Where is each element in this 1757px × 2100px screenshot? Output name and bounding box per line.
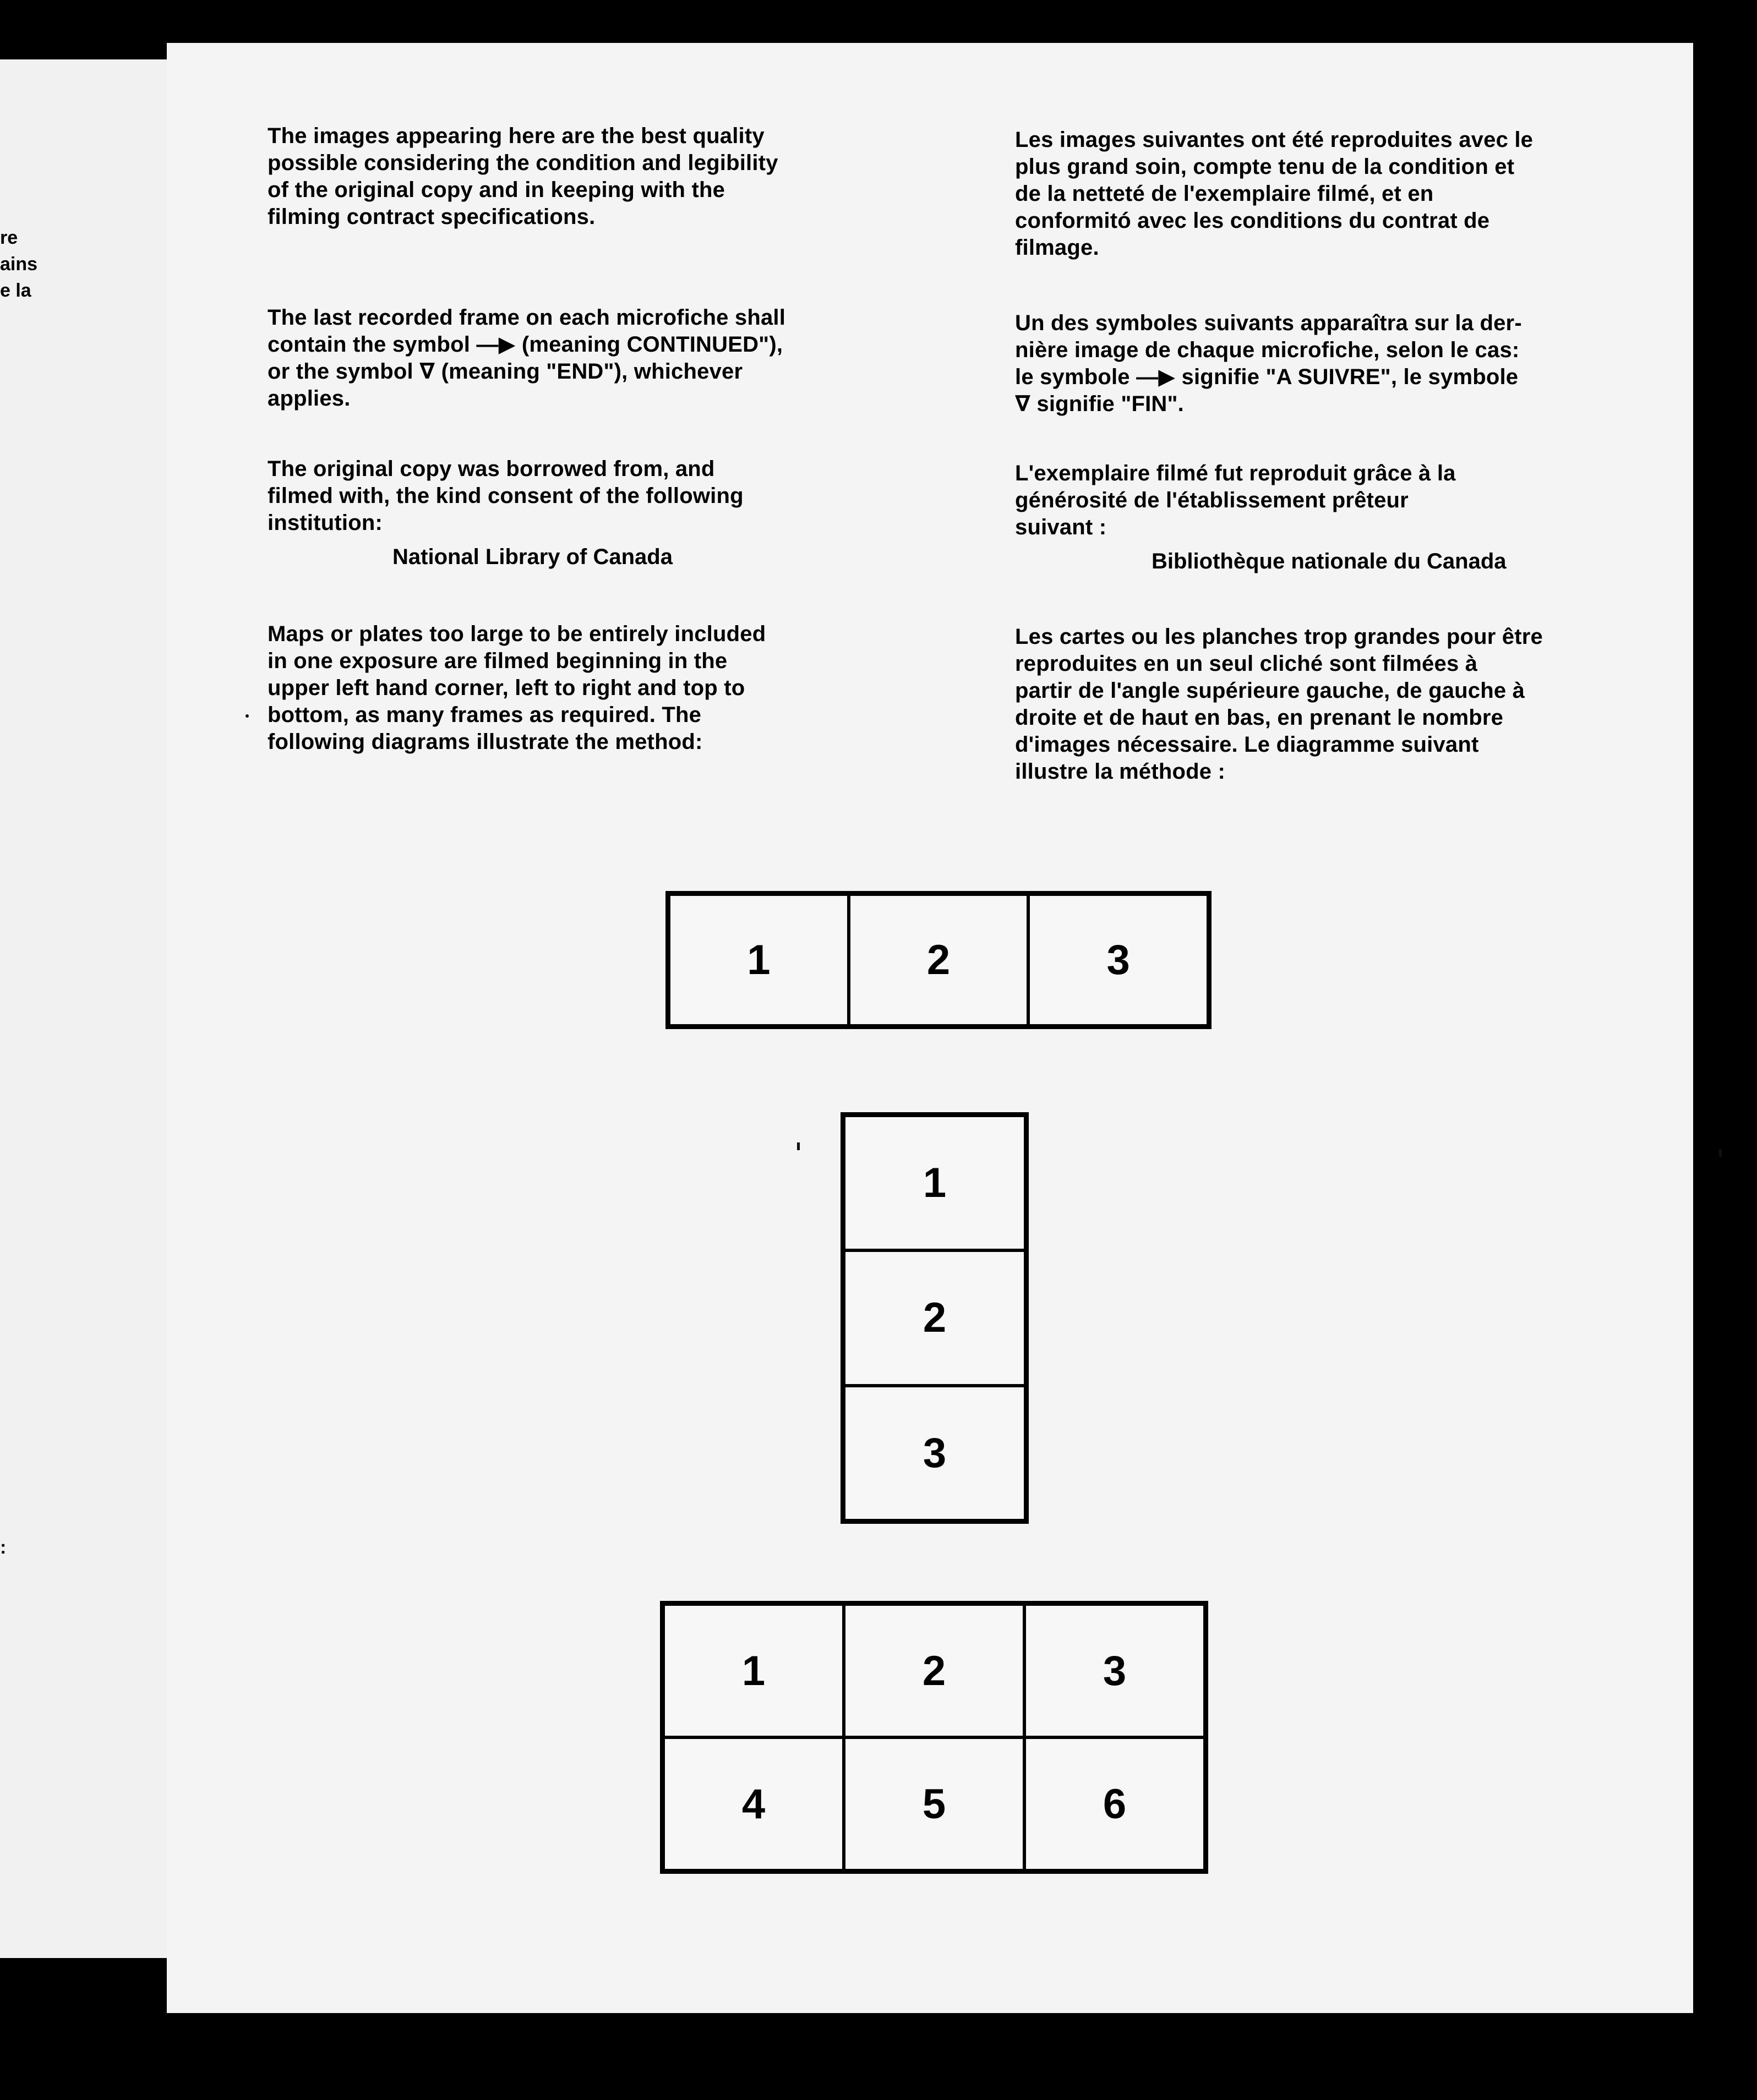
french-paragraph-maps: Les cartes ou les planches trop grandes pour être reproduites en un seul cliché sont filmées à partir de l'angle supérieure gauche, de gauche à droite et de haut en bas, en prenant le nombre d'images nécessaire. Le diagramme suivant illustre la méthode :	[1015, 625, 1543, 784]
left-page-text-2: ains	[0, 254, 38, 275]
french-institution: Bibliothèque nationale du Canada	[1152, 549, 1507, 573]
french-paragraph-symbols: Un des symboles suivants apparaîtra sur la der- nière image de chaque microfiche, selon le cas: le symbole —▶ signifie "A SUIVRE", le symbole ∇ signifie "FIN".	[1015, 311, 1522, 416]
left-page-fragment	[0, 59, 171, 1958]
diagram-horizontal	[665, 891, 1212, 1029]
frame-cell: 3	[1024, 1604, 1205, 1737]
left-page-text-1: re	[0, 227, 18, 248]
english-institution: National Library of Canada	[392, 545, 673, 569]
left-page-text-4: :	[0, 1537, 7, 1558]
left-page-text-3: e la	[0, 280, 31, 301]
main-page	[167, 43, 1693, 2013]
dust-speck	[797, 1142, 800, 1150]
frame-cell: 1	[669, 894, 849, 1026]
english-paragraph-quality: The images appearing here are the best quality possible considering the condition and legibility of the original copy and in keeping with the filming contract specifications.	[268, 124, 778, 229]
diagram-vertical	[841, 1112, 1029, 1524]
frame-cell: 6	[1024, 1737, 1205, 1871]
frame-cell: 2	[844, 1604, 1024, 1737]
frame-cell: 5	[844, 1737, 1024, 1871]
diagram-grid	[660, 1601, 1208, 1874]
french-paragraph-quality: Les images suivantes ont été reproduites avec le plus grand soin, compte tenu de la condition et de la netteté de l'exemplaire filmé, et en conformitó avec les conditions du contrat de filmage.	[1015, 128, 1534, 260]
frame-cell: 1	[844, 1115, 1025, 1250]
frame-cell: 4	[663, 1737, 844, 1871]
dust-speck	[1719, 1149, 1722, 1157]
english-paragraph-original-copy: The original copy was borrowed from, and filmed with, the kind consent of the following institution:	[268, 457, 744, 535]
frame-cell: 2	[844, 1250, 1025, 1385]
english-paragraph-symbols: The last recorded frame on each microfiche shall contain the symbol —▶ (meaning CONTINUED"), or the symbol ∇ (meaning "END"), whichever applies.	[268, 305, 786, 411]
frame-cell: 2	[849, 894, 1029, 1026]
dust-speck	[245, 714, 249, 718]
frame-cell: 3	[844, 1386, 1025, 1521]
frame-cell: 3	[1028, 894, 1208, 1026]
frame-cell: 1	[663, 1604, 844, 1737]
english-paragraph-maps: Maps or plates too large to be entirely included in one exposure are filmed beginning in the upper left hand corner, left to right and top to bottom, as many frames as required. The following diagrams illustrate the method:	[268, 622, 766, 754]
french-paragraph-original-copy: L'exemplaire filmé fut reproduit grâce à la générosité de l'établissement prêteur suivant :	[1015, 461, 1456, 539]
